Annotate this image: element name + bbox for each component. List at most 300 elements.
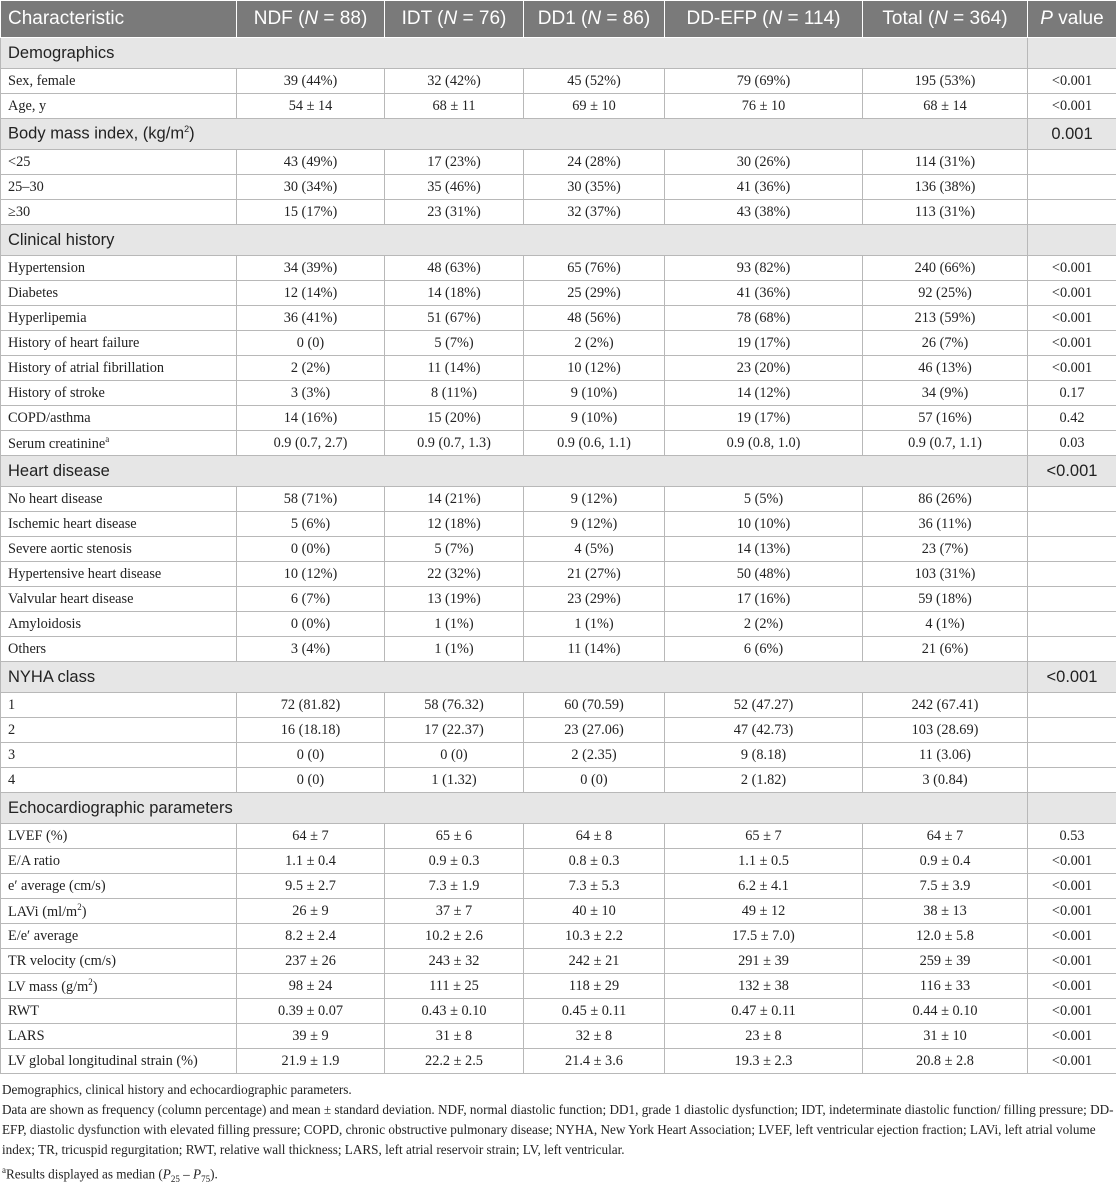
cell-value: 103 (31%)	[863, 562, 1028, 587]
cell-value: 31 ± 10	[863, 1024, 1028, 1049]
cell-value: 64 ± 8	[524, 824, 665, 849]
header-characteristic: Characteristic	[1, 1, 237, 38]
cell-value: 242 (67.41)	[863, 693, 1028, 718]
cell-value: 11 (3.06)	[863, 743, 1028, 768]
cell-value: 15 (20%)	[385, 406, 524, 431]
cell-value: 54 ± 14	[237, 94, 385, 119]
cell-value: 34 (9%)	[863, 381, 1028, 406]
cell-value: 0 (0)	[524, 768, 665, 793]
cell-value: 45 (52%)	[524, 69, 665, 94]
cell-value: 46 (13%)	[863, 356, 1028, 381]
cell-value: 0.39 ± 0.07	[237, 999, 385, 1024]
row-label: e′ average (cm/s)	[1, 874, 237, 899]
row-label: LARS	[1, 1024, 237, 1049]
header-col-dd1: DD1 (N = 86)	[524, 1, 665, 38]
row-label: 3	[1, 743, 237, 768]
table-body	[1, 38, 1116, 1074]
cell-value: 0.9 (0.8, 1.0)	[665, 431, 863, 456]
row-label: Diabetes	[1, 281, 237, 306]
cell-p-value: <0.001	[1028, 999, 1116, 1024]
section-title: Echocardiographic parameters	[1, 793, 1028, 824]
cell-value: 0 (0)	[237, 331, 385, 356]
table-row	[1, 381, 1116, 406]
cell-value: 39 (44%)	[237, 69, 385, 94]
cell-value: 13 (19%)	[385, 587, 524, 612]
cell-value: 65 ± 7	[665, 824, 863, 849]
table-row	[1, 849, 1116, 874]
table-row	[1, 150, 1116, 175]
table-row	[1, 743, 1116, 768]
table-row	[1, 512, 1116, 537]
table-row	[1, 899, 1116, 924]
section-header-row	[1, 38, 1116, 69]
cell-value: 0.45 ± 0.11	[524, 999, 665, 1024]
cell-p-value: <0.001	[1028, 356, 1116, 381]
table-row	[1, 637, 1116, 662]
cell-value: 21 (27%)	[524, 562, 665, 587]
cell-value: 19 (17%)	[665, 406, 863, 431]
cell-value: 0.9 (0.7, 2.7)	[237, 431, 385, 456]
section-title: Clinical history	[1, 225, 1028, 256]
cell-value: 40 ± 10	[524, 899, 665, 924]
section-title: NYHA class	[1, 662, 1028, 693]
cell-value: 111 ± 25	[385, 974, 524, 999]
row-label: Hypertension	[1, 256, 237, 281]
cell-value: 30 (26%)	[665, 150, 863, 175]
cell-value: 21.9 ± 1.9	[237, 1049, 385, 1074]
section-p-value	[1028, 225, 1116, 256]
cell-p-value	[1028, 587, 1116, 612]
cell-value: 47 (42.73)	[665, 718, 863, 743]
table-row	[1, 175, 1116, 200]
cell-value: 14 (21%)	[385, 487, 524, 512]
cell-value: 0.44 ± 0.10	[863, 999, 1028, 1024]
table-row	[1, 94, 1116, 119]
row-label: E/A ratio	[1, 849, 237, 874]
cell-value: 1.1 ± 0.5	[665, 849, 863, 874]
cell-p-value: <0.001	[1028, 949, 1116, 974]
header-col-ndf: NDF (N = 88)	[237, 1, 385, 38]
cell-value: 86 (26%)	[863, 487, 1028, 512]
row-label: No heart disease	[1, 487, 237, 512]
cell-value: 72 (81.82)	[237, 693, 385, 718]
row-label: Hypertensive heart disease	[1, 562, 237, 587]
cell-value: 10 (12%)	[524, 356, 665, 381]
cell-value: 64 ± 7	[237, 824, 385, 849]
table-row	[1, 974, 1116, 999]
cell-value: 26 ± 9	[237, 899, 385, 924]
cell-value: 58 (71%)	[237, 487, 385, 512]
row-label: 25–30	[1, 175, 237, 200]
cell-value: 4 (1%)	[863, 612, 1028, 637]
section-p-value	[1028, 38, 1116, 69]
cell-value: 38 ± 13	[863, 899, 1028, 924]
cell-value: 17 (22.37)	[385, 718, 524, 743]
cell-value: 30 (34%)	[237, 175, 385, 200]
cell-value: 0.9 ± 0.3	[385, 849, 524, 874]
cell-value: 22 (32%)	[385, 562, 524, 587]
cell-value: 21.4 ± 3.6	[524, 1049, 665, 1074]
cell-p-value	[1028, 512, 1116, 537]
table-row	[1, 537, 1116, 562]
table-row	[1, 718, 1116, 743]
cell-value: 69 ± 10	[524, 94, 665, 119]
cell-value: 0.9 ± 0.4	[863, 849, 1028, 874]
cell-p-value	[1028, 693, 1116, 718]
footnote-abbreviations: Data are shown as frequency (column percentage) and mean ± standard deviation. NDF, normal diastolic function; DD1, grade 1 diastolic dysfunction; IDT, indeterminate diastolic function/ filling pressure; DD-EFP, diastolic dysfunction with elevated filling pressure; COPD, chronic obstructive pulmonary disease; NYHA, New York Heart Association; LVEF, left ventricular ejection fraction; LAVi, left atrial volume index; TR, tricuspid regurgitation; RWT, relative wall thickness; LARS, left atrial reservoir strain; LV, left ventricular.	[2, 1100, 1114, 1160]
cell-value: 22.2 ± 2.5	[385, 1049, 524, 1074]
cell-value: 291 ± 39	[665, 949, 863, 974]
cell-p-value	[1028, 768, 1116, 793]
cell-value: 243 ± 32	[385, 949, 524, 974]
cell-value: 2 (1.82)	[665, 768, 863, 793]
table-row	[1, 306, 1116, 331]
cell-value: 43 (49%)	[237, 150, 385, 175]
cell-p-value: <0.001	[1028, 94, 1116, 119]
cell-value: 0 (0%)	[237, 537, 385, 562]
table-footnotes	[0, 1074, 1116, 1189]
cell-value: 10.3 ± 2.2	[524, 924, 665, 949]
row-label: Age, y	[1, 94, 237, 119]
cell-p-value	[1028, 743, 1116, 768]
cell-value: 23 (29%)	[524, 587, 665, 612]
cell-value: 17 (23%)	[385, 150, 524, 175]
cell-p-value	[1028, 150, 1116, 175]
cell-value: 14 (18%)	[385, 281, 524, 306]
cell-p-value: <0.001	[1028, 899, 1116, 924]
cell-value: 5 (5%)	[665, 487, 863, 512]
cell-value: 3 (3%)	[237, 381, 385, 406]
row-label: LV global longitudinal strain (%)	[1, 1049, 237, 1074]
cell-p-value: 0.53	[1028, 824, 1116, 849]
header-col-dd-efp: DD-EFP (N = 114)	[665, 1, 863, 38]
section-header-row	[1, 119, 1116, 150]
cell-value: 2 (2%)	[237, 356, 385, 381]
cell-value: 118 ± 29	[524, 974, 665, 999]
cell-value: 9 (8.18)	[665, 743, 863, 768]
row-label: Severe aortic stenosis	[1, 537, 237, 562]
cell-value: 1 (1%)	[385, 637, 524, 662]
cell-p-value: <0.001	[1028, 849, 1116, 874]
cell-value: 0 (0)	[237, 743, 385, 768]
cell-p-value	[1028, 487, 1116, 512]
cell-value: 32 ± 8	[524, 1024, 665, 1049]
table-row	[1, 693, 1116, 718]
table-row	[1, 356, 1116, 381]
section-p-value: <0.001	[1028, 456, 1116, 487]
footnote-caption: Demographics, clinical history and echocardiographic parameters.	[2, 1080, 1114, 1100]
cell-p-value: <0.001	[1028, 331, 1116, 356]
row-label: <25	[1, 150, 237, 175]
cell-p-value: 0.42	[1028, 406, 1116, 431]
cell-value: 36 (41%)	[237, 306, 385, 331]
row-label: History of heart failure	[1, 331, 237, 356]
table-header-row	[1, 1, 1116, 38]
cell-p-value: <0.001	[1028, 69, 1116, 94]
cell-value: 11 (14%)	[385, 356, 524, 381]
table-row	[1, 874, 1116, 899]
cell-value: 10 (10%)	[665, 512, 863, 537]
cell-value: 78 (68%)	[665, 306, 863, 331]
cell-value: 3 (4%)	[237, 637, 385, 662]
cell-value: 23 (20%)	[665, 356, 863, 381]
row-label: LVEF (%)	[1, 824, 237, 849]
cell-value: 37 ± 7	[385, 899, 524, 924]
cell-value: 5 (7%)	[385, 331, 524, 356]
row-label: LAVi $(ml/m^2)$	[1, 899, 237, 924]
cell-value: 6.2 ± 4.1	[665, 874, 863, 899]
cell-value: 103 (28.69)	[863, 718, 1028, 743]
table-row	[1, 768, 1116, 793]
cell-value: 98 ± 24	[237, 974, 385, 999]
cell-value: 58 (76.32)	[385, 693, 524, 718]
cell-value: 65 ± 6	[385, 824, 524, 849]
cell-value: 0 (0)	[237, 768, 385, 793]
cell-value: 32 (37%)	[524, 200, 665, 225]
cell-value: 52 (47.27)	[665, 693, 863, 718]
cell-value: 132 ± 38	[665, 974, 863, 999]
section-header-row	[1, 662, 1116, 693]
cell-value: 32 (42%)	[385, 69, 524, 94]
cell-value: 0 (0)	[385, 743, 524, 768]
cell-value: 19 (17%)	[665, 331, 863, 356]
cell-value: 36 (11%)	[863, 512, 1028, 537]
cell-value: 0.43 ± 0.10	[385, 999, 524, 1024]
section-title: Body mass index, $(kg/m^2)$	[1, 119, 1028, 150]
section-header-row	[1, 225, 1116, 256]
header-col-idt: IDT (N = 76)	[385, 1, 524, 38]
row-label: 2	[1, 718, 237, 743]
cell-p-value: <0.001	[1028, 256, 1116, 281]
row-label: ≥30	[1, 200, 237, 225]
cell-value: 0.9 (0.6, 1.1)	[524, 431, 665, 456]
cell-value: 213 (59%)	[863, 306, 1028, 331]
cell-value: 68 ± 11	[385, 94, 524, 119]
table-row	[1, 949, 1116, 974]
cell-value: 26 (7%)	[863, 331, 1028, 356]
cell-value: 59 (18%)	[863, 587, 1028, 612]
table-row	[1, 281, 1116, 306]
cell-value: 10 (12%)	[237, 562, 385, 587]
cell-value: 15 (17%)	[237, 200, 385, 225]
cell-value: 50 (48%)	[665, 562, 863, 587]
row-label: Ischemic heart disease	[1, 512, 237, 537]
cell-value: 23 ± 8	[665, 1024, 863, 1049]
cell-value: 12 (18%)	[385, 512, 524, 537]
cell-p-value: <0.001	[1028, 974, 1116, 999]
cell-value: 14 (16%)	[237, 406, 385, 431]
cell-p-value	[1028, 537, 1116, 562]
cell-value: 116 ± 33	[863, 974, 1028, 999]
cell-value: 17.5 ± 7.0)	[665, 924, 863, 949]
cell-value: 8.2 ± 2.4	[237, 924, 385, 949]
table-row	[1, 824, 1116, 849]
cell-value: 60 (70.59)	[524, 693, 665, 718]
table-row	[1, 487, 1116, 512]
cell-value: 14 (13%)	[665, 537, 863, 562]
row-label: COPD/asthma	[1, 406, 237, 431]
cell-value: 3 (0.84)	[863, 768, 1028, 793]
section-p-value: <0.001	[1028, 662, 1116, 693]
cell-value: 64 ± 7	[863, 824, 1028, 849]
table-row	[1, 200, 1116, 225]
cell-p-value	[1028, 718, 1116, 743]
cell-p-value: 0.17	[1028, 381, 1116, 406]
cell-p-value: 0.03	[1028, 431, 1116, 456]
cell-value: 23 (31%)	[385, 200, 524, 225]
cell-value: 8 (11%)	[385, 381, 524, 406]
table-row	[1, 406, 1116, 431]
cell-value: 0.9 (0.7, 1.3)	[385, 431, 524, 456]
table-row	[1, 587, 1116, 612]
cell-value: 9 (12%)	[524, 487, 665, 512]
table-row	[1, 431, 1116, 456]
cell-value: 242 ± 21	[524, 949, 665, 974]
cell-value: 5 (7%)	[385, 537, 524, 562]
section-p-value	[1028, 793, 1116, 824]
row-label: Amyloidosis	[1, 612, 237, 637]
cell-value: 79 (69%)	[665, 69, 863, 94]
cell-value: 57 (16%)	[863, 406, 1028, 431]
cell-value: 0 (0%)	[237, 612, 385, 637]
cell-value: 92 (25%)	[863, 281, 1028, 306]
cell-value: 7.5 ± 3.9	[863, 874, 1028, 899]
section-header-row	[1, 456, 1116, 487]
cell-value: 9.5 ± 2.7	[237, 874, 385, 899]
cell-p-value: <0.001	[1028, 1024, 1116, 1049]
row-label: Sex, female	[1, 69, 237, 94]
cell-value: 48 (63%)	[385, 256, 524, 281]
cell-value: 10.2 ± 2.6	[385, 924, 524, 949]
cell-value: 6 (6%)	[665, 637, 863, 662]
cell-value: 30 (35%)	[524, 175, 665, 200]
cell-value: 1 (1%)	[524, 612, 665, 637]
cell-value: 0.9 (0.7, 1.1)	[863, 431, 1028, 456]
cell-value: 9 (12%)	[524, 512, 665, 537]
cell-value: 0.47 ± 0.11	[665, 999, 863, 1024]
cell-value: 16 (18.18)	[237, 718, 385, 743]
section-header-row	[1, 793, 1116, 824]
table-row	[1, 999, 1116, 1024]
cell-value: 48 (56%)	[524, 306, 665, 331]
cell-value: 7.3 ± 1.9	[385, 874, 524, 899]
cell-value: 24 (28%)	[524, 150, 665, 175]
row-label: LV mass $(g/m^2)$	[1, 974, 237, 999]
cell-p-value: <0.001	[1028, 1049, 1116, 1074]
row-label: RWT	[1, 999, 237, 1024]
cell-value: 6 (7%)	[237, 587, 385, 612]
section-p-value: 0.001	[1028, 119, 1116, 150]
cell-value: 5 (6%)	[237, 512, 385, 537]
row-label: TR velocity (cm/s)	[1, 949, 237, 974]
header-p-value: P value	[1028, 1, 1116, 38]
cell-value: 49 ± 12	[665, 899, 863, 924]
section-title: Demographics	[1, 38, 1028, 69]
cell-value: 14 (12%)	[665, 381, 863, 406]
cell-p-value	[1028, 612, 1116, 637]
cell-value: 9 (10%)	[524, 381, 665, 406]
cell-value: 31 ± 8	[385, 1024, 524, 1049]
cell-value: 4 (5%)	[524, 537, 665, 562]
cell-value: 113 (31%)	[863, 200, 1028, 225]
cell-value: 2 (2%)	[665, 612, 863, 637]
cell-value: 7.3 ± 5.3	[524, 874, 665, 899]
cell-value: 25 (29%)	[524, 281, 665, 306]
table-row	[1, 562, 1116, 587]
table-row	[1, 924, 1116, 949]
table-row	[1, 612, 1116, 637]
cell-value: 41 (36%)	[665, 175, 863, 200]
row-label: Serum creatinine$^a$	[1, 431, 237, 456]
cell-value: 19.3 ± 2.3	[665, 1049, 863, 1074]
cell-value: 93 (82%)	[665, 256, 863, 281]
cell-value: 39 ± 9	[237, 1024, 385, 1049]
table-row	[1, 331, 1116, 356]
cell-value: 0.8 ± 0.3	[524, 849, 665, 874]
cell-p-value	[1028, 562, 1116, 587]
cell-value: 2 (2%)	[524, 331, 665, 356]
cell-value: 237 ± 26	[237, 949, 385, 974]
cell-value: 136 (38%)	[863, 175, 1028, 200]
footnote-median: $^a$Results displayed as median $(P_{25} - P_{75})$.	[2, 1160, 1114, 1189]
cell-value: 11 (14%)	[524, 637, 665, 662]
cell-value: 195 (53%)	[863, 69, 1028, 94]
cell-value: 20.8 ± 2.8	[863, 1049, 1028, 1074]
row-label: Hyperlipemia	[1, 306, 237, 331]
cell-value: 114 (31%)	[863, 150, 1028, 175]
cell-p-value	[1028, 200, 1116, 225]
cell-value: 34 (39%)	[237, 256, 385, 281]
cell-value: 12 (14%)	[237, 281, 385, 306]
row-label: E/e′ average	[1, 924, 237, 949]
row-label: 4	[1, 768, 237, 793]
section-title: Heart disease	[1, 456, 1028, 487]
cell-value: 259 ± 39	[863, 949, 1028, 974]
row-label: Valvular heart disease	[1, 587, 237, 612]
cell-value: 240 (66%)	[863, 256, 1028, 281]
cell-value: 9 (10%)	[524, 406, 665, 431]
row-label: History of atrial fibrillation	[1, 356, 237, 381]
cell-value: 2 (2.35)	[524, 743, 665, 768]
cell-value: 35 (46%)	[385, 175, 524, 200]
cell-value: 68 ± 14	[863, 94, 1028, 119]
cell-value: 1 (1.32)	[385, 768, 524, 793]
cell-value: 23 (27.06)	[524, 718, 665, 743]
row-label: 1	[1, 693, 237, 718]
cell-value: 1 (1%)	[385, 612, 524, 637]
cell-value: 23 (7%)	[863, 537, 1028, 562]
cell-value: 21 (6%)	[863, 637, 1028, 662]
cell-value: 41 (36%)	[665, 281, 863, 306]
row-label: History of stroke	[1, 381, 237, 406]
cell-p-value	[1028, 175, 1116, 200]
cell-value: 51 (67%)	[385, 306, 524, 331]
cell-value: 1.1 ± 0.4	[237, 849, 385, 874]
table-row	[1, 69, 1116, 94]
cell-p-value: <0.001	[1028, 306, 1116, 331]
cell-value: 17 (16%)	[665, 587, 863, 612]
cell-p-value: <0.001	[1028, 874, 1116, 899]
cell-p-value: <0.001	[1028, 281, 1116, 306]
cell-value: 65 (76%)	[524, 256, 665, 281]
cell-value: 76 ± 10	[665, 94, 863, 119]
cell-value: 12.0 ± 5.8	[863, 924, 1028, 949]
table-row	[1, 256, 1116, 281]
cell-p-value: <0.001	[1028, 924, 1116, 949]
cell-value: 43 (38%)	[665, 200, 863, 225]
header-col-total: Total (N = 364)	[863, 1, 1028, 38]
row-label: Others	[1, 637, 237, 662]
